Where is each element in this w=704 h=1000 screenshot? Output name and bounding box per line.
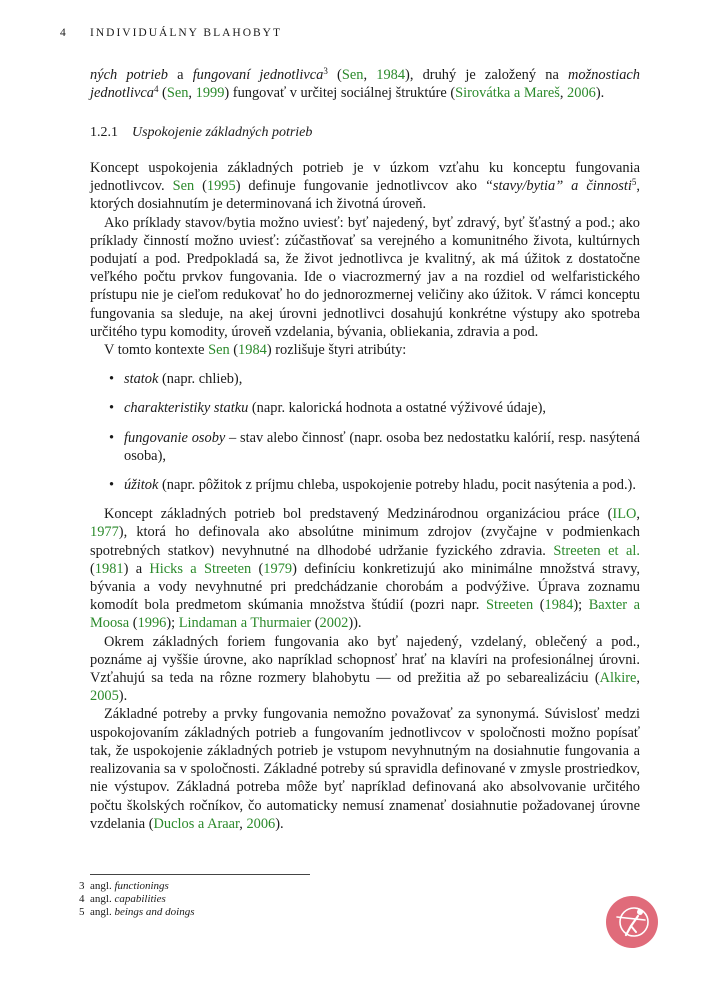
citation-link[interactable]: 1996 [137, 615, 167, 632]
paragraph: Koncept základných potrieb bol predstavený Medzinárodnou organizáciou práce (ILO, 1977), ktorá ho definovala ako absolútne minimum zdrojov (zvyčajne v podmienkach spotrebných statkov) nevyhnutné na dlhodobé udržanie fyzického zdravia. Streeten et al. (1981) a Hicks a Streeten (1979) definíciu konkretizujú ako minimálne množstvá stravy, bývania a vody nevyhnutné pri predchádzanie chorobám a podvýžive. Úprava zoznamu komodít bola predmetom skúmania množstva štúdií (pozri napr. Streeten (1984); Baxter a Moosa (1996); Lindaman a Thurmaier (2002)). [90, 506, 641, 632]
citation-link[interactable]: 1977 [90, 524, 119, 541]
paragraph: V tomto kontexte Sen (1984) rozlišuje štyri atribúty: [104, 342, 407, 359]
paragraph: Koncept uspokojenia základných potrieb je v úzkom vzťahu ku konceptu fungovania jednotlivcov. Sen (1995) definuje fungovanie jednotlivcov ako “stavy/bytia” a činnosti$^5$, ktorých dosiahnutím je determinovaná ich životná úroveň. [90, 160, 640, 213]
citation-link[interactable]: 2006 [567, 85, 596, 102]
term: “stavy/bytia” a činnosti [484, 178, 632, 195]
footnote: 4 angl. capabilities [79, 893, 166, 906]
attribute-list [90, 370, 640, 494]
paragraph: Ako príklady stavov/bytia možno uviesť: byť najedený, byť zdravý, byť šťastný a pod.; ako príklady činností možno uviesť: zúčastňovať sa verejného a komunitného života, kultúrnych podujatí a pod. Predpokladá sa, že život jednotlivca je kvalitný, ak má úžitok z dostatočne veľkého počtu prvkov fungovania. Ide o viacrozmerný jav a na rozdiel od welfaristického prístupu nie je cieľom redukovať ho do jednorozmernej veličiny ako úžitok. V rámci konceptu fungovania sa sleduje, na akej úrovni jednotlivci dosahujú konkrétne výstupy ako spotreba určitého typu komodity, úroveň vzdelania, bývania, obliekania, zdravia a pod. [90, 214, 640, 340]
list-item: • statok (napr. chlieb), [90, 370, 640, 388]
section-title: Uspokojenie základných potrieb [132, 125, 313, 140]
page-number: 4 [60, 27, 66, 39]
citation-link[interactable]: 1984 [376, 67, 406, 83]
citation-link[interactable]: 1984 [238, 342, 267, 359]
citation-link[interactable]: 1995 [206, 178, 236, 195]
term: fungovaní jednotlivca [192, 67, 324, 83]
citation-link[interactable]: ILO [612, 506, 637, 523]
footnote-ref[interactable]: 3 [323, 66, 328, 76]
intro-paragraph: ných potrieb a fungovaní jednotlivca$^3$ (Sen, 1984), druhý je založený na možnostiach jednotlivca$^4$ (Sen, 1999) fungovať v určitej sociálnej štruktúre (Sirovátka a Mareš, 2006). [90, 66, 640, 102]
footnote: 3 angl. functionings [79, 880, 169, 892]
footnote-ref[interactable]: 4 [153, 84, 159, 95]
section-heading [90, 124, 312, 142]
citation-link[interactable]: Baxter a Moosa [90, 597, 641, 632]
running-header [60, 27, 660, 39]
citation-link[interactable]: Streeten et al. [553, 542, 640, 559]
citation-link[interactable]: 2006 [246, 815, 276, 832]
citation-link[interactable]: 2002 [319, 615, 349, 632]
main-body [90, 159, 640, 833]
citation-link[interactable]: Sen [208, 342, 230, 359]
citation-link[interactable]: 1984 [544, 597, 574, 614]
citation-link[interactable]: Sirovátka a Mareš [455, 85, 560, 102]
citation-link[interactable]: Hicks a Streeten [149, 560, 252, 577]
running-title: INDIVIDUÁLNY BLAHOBYT [90, 27, 283, 39]
citation-link[interactable]: Sen [166, 85, 189, 102]
list-item: • fungovanie osoby – stav alebo činnosť (napr. osoba bez nedostatku kalórií, resp. nasýtená osoba), [90, 429, 640, 465]
footnotes [79, 880, 195, 920]
citation-link[interactable]: Sen [172, 178, 195, 195]
citation-link[interactable]: 2005 [90, 688, 119, 705]
paragraph: Okrem základných foriem fungovania ako byť najedený, vzdelaný, oblečený a pod., poznáme aj vyššie úrovne, ako napríklad schopnosť hrať na klavíri na profesionálnej úrovni. Vzťahujú sa teda na rôzne rozmery blahobytu — od prežitia až po sebarealizáciu (Alkire, 2005). [90, 633, 640, 705]
citation-link[interactable]: Alkire [599, 670, 637, 687]
term: možnostiach jednotlivca [90, 67, 640, 102]
citation-link[interactable]: Streeten [485, 597, 534, 614]
paragraph: Základné potreby a prvky fungovania nemožno považovať za synonymá. Súvislosť medzi uspokojovaním základných potrieb a fungovaním jednotlivcov v spoločnosti možno popísať tak, že uspokojenie základných potrieb je vstupom nevyhnutným na dosiahnutie fungovania a realizovania sa v spoločnosti. Základné potreby sú spravidla definované v zmysle prostriedkov, nie výstupov. Základná potreba môže byť napríklad definovaná ako absolvovanie určitého počtu školských ročníkov, čo automaticky nemusí znamenať dosiahnutie požadovanej úrovne vzdelania (Duclos a Araar, 2006). [90, 706, 640, 832]
term: ných potrieb [90, 67, 168, 83]
figure-logo-icon [605, 895, 659, 949]
citation-link[interactable]: 1999 [195, 85, 225, 102]
citation-link[interactable]: Lindaman a Thurmaier [178, 615, 312, 632]
list-item: • úžitok (napr. pôžitok z príjmu chleba, uspokojenie potreby hladu, pocit nasýtenia a pod.). [90, 476, 640, 494]
citation-link[interactable]: 1979 [263, 560, 293, 577]
citation-link[interactable]: Duclos a Araar [153, 815, 240, 832]
footnote: 5 angl. beings and doings [79, 906, 195, 919]
footnote-rule [90, 874, 310, 875]
section-number: 1.2.1 [90, 125, 118, 140]
list-item: • charakteristiky statku (napr. kalorická hodnota a ostatné výživové údaje), [90, 399, 640, 417]
citation-link[interactable]: Sen [341, 67, 364, 83]
citation-link[interactable]: 1981 [94, 560, 124, 577]
footnote-ref[interactable]: 5 [631, 177, 637, 188]
